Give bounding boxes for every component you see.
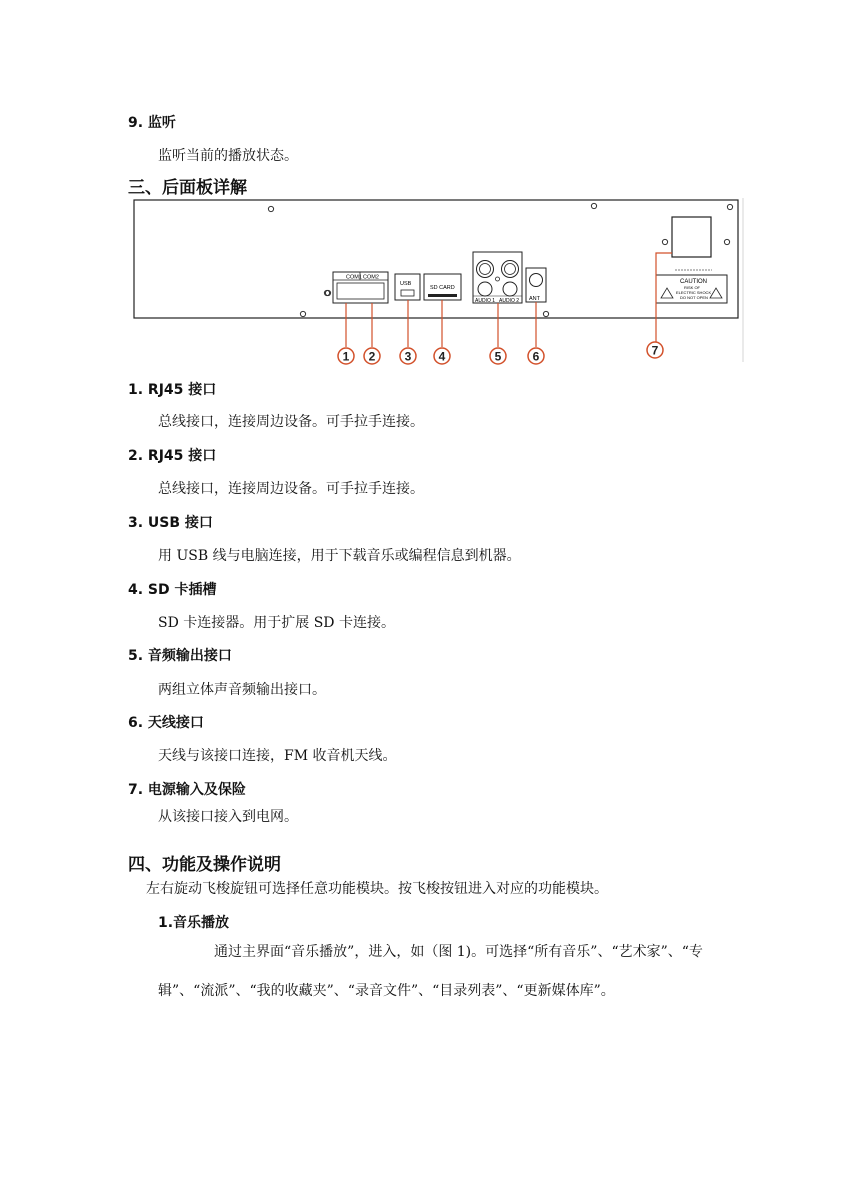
ant-label: ANT xyxy=(529,296,540,302)
caution-line3: DO NOT OPEN xyxy=(680,295,708,300)
callout-5-text: 5 xyxy=(494,349,502,364)
part-5-text: 两组立体声音频输出接口。 xyxy=(158,682,326,698)
callout-5 xyxy=(490,348,506,364)
rear-panel-diagram xyxy=(128,192,748,367)
caution-title: CAUTION xyxy=(680,279,707,285)
caution-line1: RISK OF xyxy=(684,285,701,290)
audio2-label: AUDIO 2 xyxy=(499,298,520,304)
callouts xyxy=(338,342,663,364)
music-play-heading: 1.音乐播放 xyxy=(158,915,230,931)
item-9-heading: 9. 监听 xyxy=(128,115,176,131)
part-4-heading: 4. SD 卡插槽 xyxy=(128,582,217,598)
callout-7-text: 7 xyxy=(651,343,659,358)
item-9-text: 监听当前的播放状态。 xyxy=(158,148,298,164)
callout-3 xyxy=(400,348,416,364)
com1-label: COM1 xyxy=(346,274,362,281)
callout-6-text: 6 xyxy=(532,349,540,364)
part-3-heading: 3. USB 接口 xyxy=(128,515,213,531)
part-1-text: 总线接口，连接周边设备。可手拉手连接。 xyxy=(158,414,424,430)
com2-label: COM2 xyxy=(363,274,379,281)
audio1-label: AUDIO 1 xyxy=(475,298,496,304)
music-play-paragraph: 通过主界面“音乐播放”，进入，如（图 1)。可选择“所有音乐”、“艺术家”、“专辑”、“流派”、“我的收藏夹”、“录音文件”、“目录列表”、“更新媒体库”。 xyxy=(158,944,703,999)
part-6-heading: 6. 天线接口 xyxy=(128,715,204,731)
callout-1-text: 1 xyxy=(342,349,350,364)
section-4-intro: 左右旋动飞梭旋钮可选择任意功能模块。按飞梭按钮进入对应的功能模块。 xyxy=(146,881,608,897)
callout-4 xyxy=(434,348,450,364)
section-3-title: 三、后面板详解 xyxy=(128,178,247,198)
part-3-text: 用 USB 线与电脑连接，用于下载音乐或编程信息到机器。 xyxy=(158,548,521,564)
part-5-heading: 5. 音频输出接口 xyxy=(128,648,232,664)
part-1-heading: 1. RJ45 接口 xyxy=(128,382,217,398)
callout-2-text: 2 xyxy=(368,349,376,364)
part-2-text: 总线接口，连接周边设备。可手拉手连接。 xyxy=(158,481,424,497)
part-7-heading: 7. 电源输入及保险 xyxy=(128,782,246,798)
callout-4-text: 4 xyxy=(438,349,446,364)
usb-label: USB xyxy=(400,281,412,287)
callout-7 xyxy=(647,342,663,358)
part-2-heading: 2. RJ45 接口 xyxy=(128,448,217,464)
callout-1 xyxy=(338,348,354,364)
callout-2 xyxy=(364,348,380,364)
part-4-text: SD 卡连接器。用于扩展 SD 卡连接。 xyxy=(158,615,395,631)
part-6-text: 天线与该接口连接，FM 收音机天线。 xyxy=(158,748,397,764)
caution-line2: ELECTRIC SHOCK xyxy=(676,290,712,295)
section-4-title: 四、功能及操作说明 xyxy=(128,855,281,875)
callout-3-text: 3 xyxy=(404,349,412,364)
sd-card-label: SD CARD xyxy=(430,285,455,291)
callout-6 xyxy=(528,348,544,364)
part-7-text: 从该接口接入到电网。 xyxy=(158,809,298,825)
